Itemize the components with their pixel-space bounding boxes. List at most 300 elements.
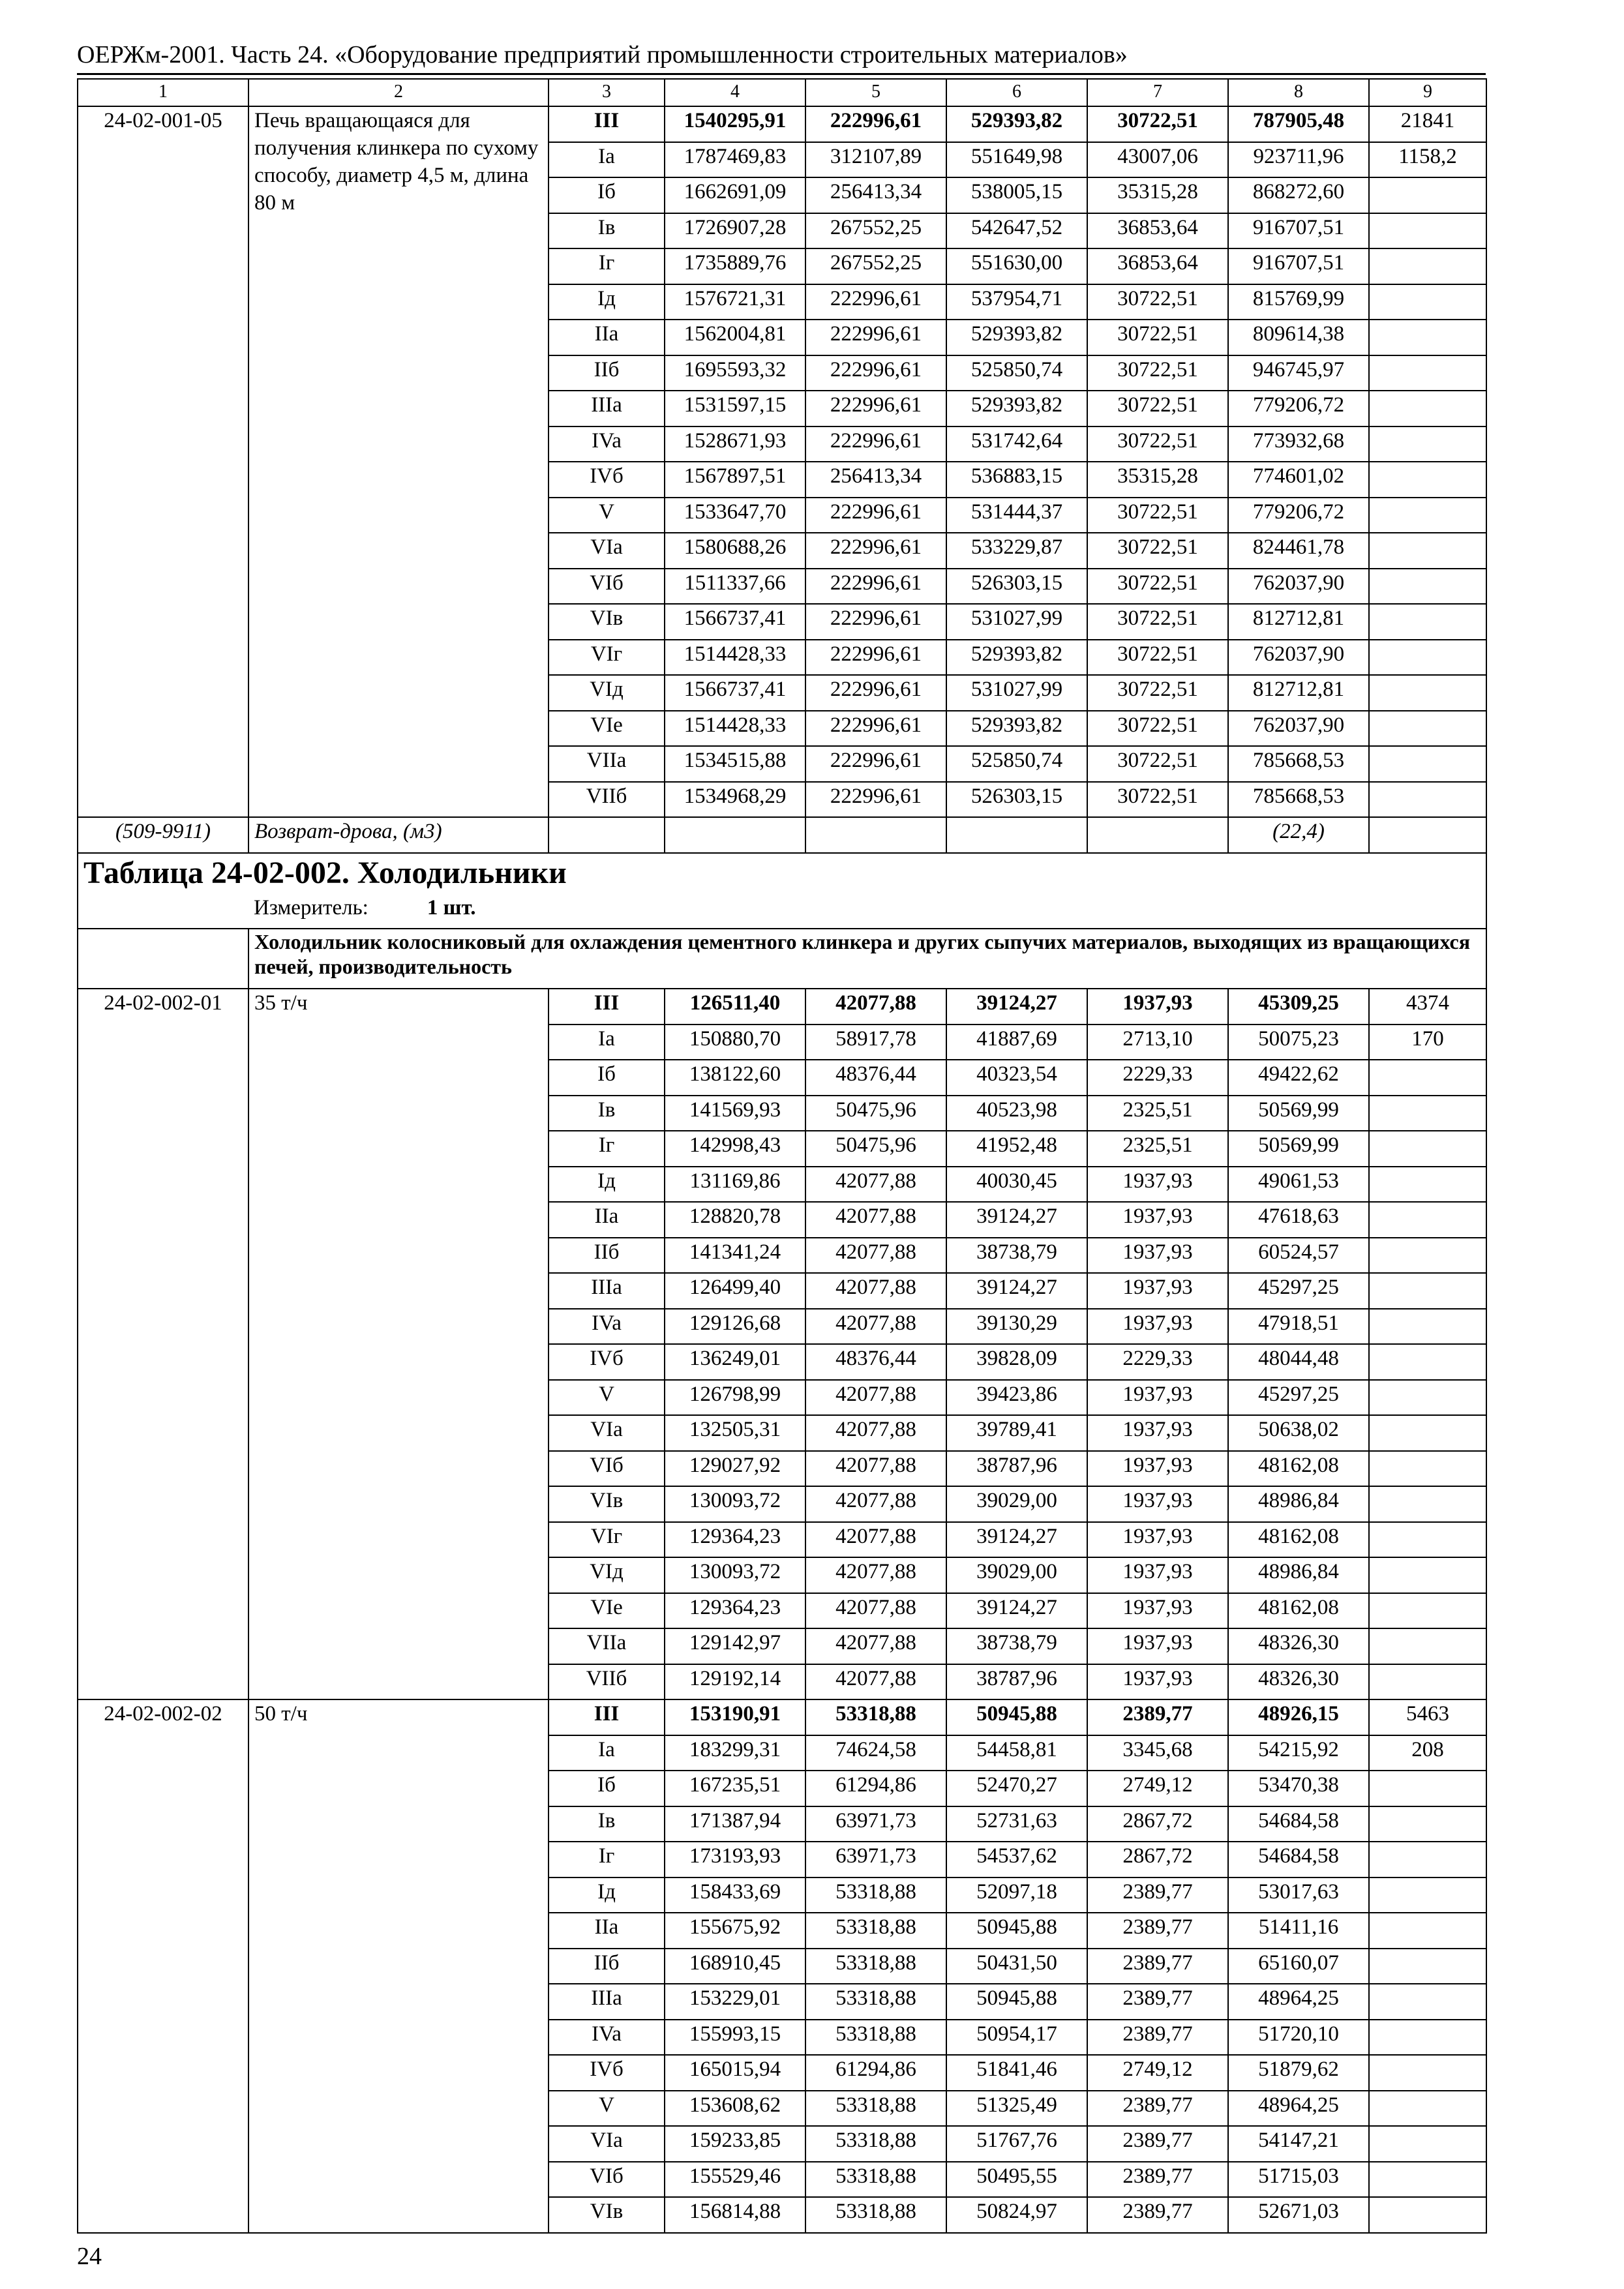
col9-value	[1369, 1949, 1486, 1984]
price-cell: 2389,77	[1087, 2126, 1228, 2162]
price-cell: 1937,93	[1087, 1273, 1228, 1309]
price-cell: 50475,96	[805, 1096, 946, 1131]
price-cell: 48986,84	[1228, 1486, 1369, 1522]
price-cell: 533229,87	[946, 533, 1087, 569]
price-cell: 30722,51	[1087, 355, 1228, 391]
price-cell: 42077,88	[805, 1593, 946, 1629]
price-cell: 39789,41	[946, 1415, 1087, 1451]
zone-code: V	[549, 1380, 665, 1416]
price-cell: 30722,51	[1087, 569, 1228, 605]
price-cell: 53318,88	[805, 1984, 946, 2020]
price-cell: 30722,51	[1087, 675, 1228, 711]
price-cell: 1937,93	[1087, 1238, 1228, 1274]
col9-value	[1369, 1984, 1486, 2020]
col9-value	[1369, 213, 1486, 249]
price-cell: 1937,93	[1087, 1664, 1228, 1700]
price-cell: 222996,61	[805, 106, 946, 142]
zone-code: Iб	[549, 177, 665, 213]
price-cell: 779206,72	[1228, 391, 1369, 426]
price-cell: 36853,64	[1087, 248, 1228, 284]
price-cell: 51325,49	[946, 2091, 1087, 2127]
price-cell: 41887,69	[946, 1025, 1087, 1060]
price-cell: 773932,68	[1228, 426, 1369, 462]
price-cell: 126499,40	[665, 1273, 805, 1309]
price-cell: 42077,88	[805, 1167, 946, 1203]
price-cell: 132505,31	[665, 1415, 805, 1451]
price-cell: 531742,64	[946, 426, 1087, 462]
zone-code: Iг	[549, 1842, 665, 1878]
price-cell: 173193,93	[665, 1842, 805, 1878]
price-cell: 1937,93	[1087, 989, 1228, 1025]
price-cell: 2749,12	[1087, 2055, 1228, 2091]
return-label: Возврат-дрова, (м3)	[248, 817, 549, 853]
price-row	[78, 1699, 1486, 1735]
zone-code: IIIa	[549, 391, 665, 426]
col9-value	[1369, 1806, 1486, 1842]
rates-table	[77, 78, 1487, 2234]
price-cell: 61294,86	[805, 2055, 946, 2091]
price-cell: 42077,88	[805, 1380, 946, 1416]
price-cell: 529393,82	[946, 640, 1087, 676]
col9-value	[1369, 355, 1486, 391]
price-cell: 42077,88	[805, 1238, 946, 1274]
price-cell: 153190,91	[665, 1699, 805, 1735]
price-cell: 222996,61	[805, 320, 946, 355]
price-cell: 2749,12	[1087, 1771, 1228, 1806]
price-cell: 38738,79	[946, 1628, 1087, 1664]
price-cell: 222996,61	[805, 746, 946, 782]
price-cell: 222996,61	[805, 284, 946, 320]
price-cell: 50945,88	[946, 1913, 1087, 1949]
rate-code: 24-02-002-02	[78, 1699, 248, 2233]
rate-code: 24-02-002-01	[78, 989, 248, 1699]
price-cell: 762037,90	[1228, 569, 1369, 605]
price-cell: 54684,58	[1228, 1842, 1369, 1878]
price-cell: 779206,72	[1228, 498, 1369, 533]
price-cell: 2325,51	[1087, 1096, 1228, 1131]
price-cell: 551630,00	[946, 248, 1087, 284]
col9-value	[1369, 1522, 1486, 1558]
zone-code: Iд	[549, 1167, 665, 1203]
price-cell: 129142,97	[665, 1628, 805, 1664]
zone-code: IIб	[549, 355, 665, 391]
zone-code: VIг	[549, 640, 665, 676]
price-cell: 1937,93	[1087, 1522, 1228, 1558]
price-cell: 1937,93	[1087, 1380, 1228, 1416]
price-cell: 58917,78	[805, 1025, 946, 1060]
price-cell: 45297,25	[1228, 1273, 1369, 1309]
price-cell: 171387,94	[665, 1806, 805, 1842]
column-number: 5	[805, 79, 946, 106]
price-cell: 42077,88	[805, 1486, 946, 1522]
price-cell: 42077,88	[805, 1415, 946, 1451]
group-row	[78, 929, 1486, 989]
price-cell: 36853,64	[1087, 213, 1228, 249]
price-cell: 129126,68	[665, 1309, 805, 1345]
price-cell: 48376,44	[805, 1344, 946, 1380]
price-cell: 815769,99	[1228, 284, 1369, 320]
price-cell: 30722,51	[1087, 106, 1228, 142]
price-cell: 48162,08	[1228, 1593, 1369, 1629]
col9-value	[1369, 426, 1486, 462]
price-cell: 525850,74	[946, 355, 1087, 391]
col9-value	[1369, 604, 1486, 640]
meter-value: 1 шт.	[427, 895, 476, 920]
zone-code: III	[549, 106, 665, 142]
zone-code: IVa	[549, 1309, 665, 1345]
zone-code: Iд	[549, 1878, 665, 1913]
price-cell: 51411,16	[1228, 1913, 1369, 1949]
col9-value	[1369, 1238, 1486, 1274]
price-cell: 153608,62	[665, 2091, 805, 2127]
price-cell: 54215,92	[1228, 1735, 1369, 1771]
price-cell: 809614,38	[1228, 320, 1369, 355]
price-cell: 53318,88	[805, 2126, 946, 2162]
col9-value: 4374	[1369, 989, 1486, 1025]
price-cell: 531027,99	[946, 604, 1087, 640]
price-cell: 40030,45	[946, 1167, 1087, 1203]
price-cell: 2867,72	[1087, 1842, 1228, 1878]
price-cell: 38787,96	[946, 1664, 1087, 1700]
price-cell: 50431,50	[946, 1949, 1087, 1984]
col9-value	[1369, 1842, 1486, 1878]
price-cell: 167235,51	[665, 1771, 805, 1806]
price-cell: 222996,61	[805, 426, 946, 462]
price-cell: 222996,61	[805, 640, 946, 676]
price-cell: 48044,48	[1228, 1344, 1369, 1380]
price-cell: 30722,51	[1087, 640, 1228, 676]
price-cell: 1534968,29	[665, 782, 805, 818]
price-cell: 2229,33	[1087, 1060, 1228, 1096]
price-cell: 38787,96	[946, 1451, 1087, 1487]
price-cell: 222996,61	[805, 675, 946, 711]
price-cell: 45309,25	[1228, 989, 1369, 1025]
price-cell: 42077,88	[805, 1557, 946, 1593]
column-numbers-row	[78, 79, 1486, 106]
price-cell: 52671,03	[1228, 2197, 1369, 2233]
zone-code: Ia	[549, 1735, 665, 1771]
price-cell: 50495,55	[946, 2162, 1087, 2198]
price-cell: 1576721,31	[665, 284, 805, 320]
price-cell: 42077,88	[805, 1273, 946, 1309]
price-cell: 1937,93	[1087, 1167, 1228, 1203]
price-cell: 52731,63	[946, 1806, 1087, 1842]
zone-code: Iв	[549, 1096, 665, 1131]
price-cell: 222996,61	[805, 391, 946, 426]
price-cell: 222996,61	[805, 604, 946, 640]
price-cell: 61294,86	[805, 1771, 946, 1806]
price-cell: 529393,82	[946, 391, 1087, 426]
price-cell: 50638,02	[1228, 1415, 1369, 1451]
price-cell: 30722,51	[1087, 533, 1228, 569]
price-cell: 1566737,41	[665, 675, 805, 711]
price-row	[78, 106, 1486, 142]
zone-code: IVa	[549, 2020, 665, 2056]
price-cell: 531027,99	[946, 675, 1087, 711]
price-cell: 150880,70	[665, 1025, 805, 1060]
col9-value	[1369, 248, 1486, 284]
column-number: 2	[248, 79, 549, 106]
price-cell: 2389,77	[1087, 2091, 1228, 2127]
zone-code: Iг	[549, 248, 665, 284]
price-cell: 1787469,83	[665, 142, 805, 178]
return-code: (509-9911)	[78, 817, 248, 853]
price-cell: 126511,40	[665, 989, 805, 1025]
price-cell: 1562004,81	[665, 320, 805, 355]
price-cell: 41952,48	[946, 1131, 1087, 1167]
price-cell: 53318,88	[805, 2091, 946, 2127]
price-cell: 551649,98	[946, 142, 1087, 178]
price-cell: 1514428,33	[665, 711, 805, 747]
col9-value	[1369, 1344, 1486, 1380]
price-cell: 54147,21	[1228, 2126, 1369, 2162]
col9-value	[1369, 640, 1486, 676]
price-cell: 785668,53	[1228, 782, 1369, 818]
price-cell: 63971,73	[805, 1806, 946, 1842]
zone-code: VIa	[549, 2126, 665, 2162]
price-cell: 53318,88	[805, 1699, 946, 1735]
price-cell: 48926,15	[1228, 1699, 1369, 1735]
price-cell: 537954,71	[946, 284, 1087, 320]
price-cell: 529393,82	[946, 320, 1087, 355]
empty-cell	[1369, 817, 1486, 853]
price-cell: 222996,61	[805, 569, 946, 605]
price-cell: 1528671,93	[665, 426, 805, 462]
price-cell: 74624,58	[805, 1735, 946, 1771]
price-cell: 48326,30	[1228, 1628, 1369, 1664]
price-cell: 50954,17	[946, 2020, 1087, 2056]
price-cell: 531444,37	[946, 498, 1087, 533]
price-cell: 2389,77	[1087, 1699, 1228, 1735]
price-cell: 159233,85	[665, 2126, 805, 2162]
price-cell: 45297,25	[1228, 1380, 1369, 1416]
price-cell: 155993,15	[665, 2020, 805, 2056]
zone-code: Ia	[549, 1025, 665, 1060]
price-cell: 946745,97	[1228, 355, 1369, 391]
price-cell: 1566737,41	[665, 604, 805, 640]
price-cell: 51767,76	[946, 2126, 1087, 2162]
price-cell: 131169,86	[665, 1167, 805, 1203]
zone-code: IIa	[549, 320, 665, 355]
price-cell: 50824,97	[946, 2197, 1087, 2233]
col9-value	[1369, 2126, 1486, 2162]
price-cell: 1534515,88	[665, 746, 805, 782]
column-number: 8	[1228, 79, 1369, 106]
zone-code: Iв	[549, 213, 665, 249]
price-cell: 153229,01	[665, 1984, 805, 2020]
price-cell: 50569,99	[1228, 1096, 1369, 1131]
price-cell: 762037,90	[1228, 711, 1369, 747]
price-cell: 916707,51	[1228, 248, 1369, 284]
zone-code: VIв	[549, 2197, 665, 2233]
price-cell: 526303,15	[946, 782, 1087, 818]
zone-code: VIв	[549, 604, 665, 640]
price-cell: 812712,81	[1228, 675, 1369, 711]
price-cell: 42077,88	[805, 989, 946, 1025]
price-cell: 51720,10	[1228, 2020, 1369, 2056]
zone-code: Ia	[549, 142, 665, 178]
price-cell: 2389,77	[1087, 1984, 1228, 2020]
price-cell: 529393,82	[946, 106, 1087, 142]
price-cell: 52470,27	[946, 1771, 1087, 1806]
rate-code: 24-02-001-05	[78, 106, 248, 817]
price-cell: 2229,33	[1087, 1344, 1228, 1380]
price-cell: 529393,82	[946, 711, 1087, 747]
price-cell: 1937,93	[1087, 1309, 1228, 1345]
empty-cell	[805, 817, 946, 853]
price-cell: 42077,88	[805, 1664, 946, 1700]
price-cell: 1531597,15	[665, 391, 805, 426]
col9-value	[1369, 1096, 1486, 1131]
col9-value	[1369, 284, 1486, 320]
zone-code: V	[549, 2091, 665, 2127]
col9-value	[1369, 1557, 1486, 1593]
price-cell: 60524,57	[1228, 1238, 1369, 1274]
zone-code: VIa	[549, 1415, 665, 1451]
zone-code: III	[549, 989, 665, 1025]
zone-code: VIг	[549, 1522, 665, 1558]
col9-value	[1369, 1380, 1486, 1416]
price-cell: 40523,98	[946, 1096, 1087, 1131]
col9-value	[1369, 1878, 1486, 1913]
col9-value	[1369, 1664, 1486, 1700]
price-cell: 39029,00	[946, 1486, 1087, 1522]
group-description: Холодильник колосниковый для охлаждения цементного клинкера и других сыпучих материалов, выходящих из вращающихся печей, производительность	[248, 929, 1486, 989]
col9-value	[1369, 675, 1486, 711]
price-cell: 54458,81	[946, 1735, 1087, 1771]
price-cell: 168910,45	[665, 1949, 805, 1984]
table-title: Таблица 24-02-002. Холодильники	[78, 853, 1486, 894]
price-cell: 156814,88	[665, 2197, 805, 2233]
price-cell: 53318,88	[805, 1949, 946, 1984]
zone-code: V	[549, 498, 665, 533]
price-cell: 50569,99	[1228, 1131, 1369, 1167]
price-cell: 30722,51	[1087, 498, 1228, 533]
zone-code: IIa	[549, 1913, 665, 1949]
rate-description: Печь вращающаяся для получения клинкера по сухому способу, диаметр 4,5 м, длина 80 м	[248, 106, 549, 817]
zone-code: III	[549, 1699, 665, 1735]
price-cell: 155529,46	[665, 2162, 805, 2198]
price-cell: 1937,93	[1087, 1415, 1228, 1451]
price-cell: 52097,18	[946, 1878, 1087, 1913]
zone-code: IIa	[549, 1202, 665, 1238]
page-number: 24	[77, 2243, 102, 2270]
price-cell: 2713,10	[1087, 1025, 1228, 1060]
price-cell: 39124,27	[946, 1273, 1087, 1309]
price-cell: 53017,63	[1228, 1878, 1369, 1913]
price-cell: 1662691,09	[665, 177, 805, 213]
col9-value	[1369, 462, 1486, 498]
zone-code: Iд	[549, 284, 665, 320]
price-cell: 39124,27	[946, 1522, 1087, 1558]
price-cell: 812712,81	[1228, 604, 1369, 640]
col9-value	[1369, 1771, 1486, 1806]
price-cell: 536883,15	[946, 462, 1087, 498]
price-cell: 65160,07	[1228, 1949, 1369, 1984]
meter-label: Измеритель:	[254, 895, 368, 920]
col9-value	[1369, 2197, 1486, 2233]
price-cell: 53318,88	[805, 1913, 946, 1949]
price-cell: 2867,72	[1087, 1806, 1228, 1842]
zone-code: IVб	[549, 2055, 665, 2091]
zone-code: IIIa	[549, 1984, 665, 2020]
price-cell: 130093,72	[665, 1486, 805, 1522]
col9-value	[1369, 569, 1486, 605]
empty-cell	[78, 929, 248, 989]
price-cell: 129027,92	[665, 1451, 805, 1487]
price-cell: 42077,88	[805, 1628, 946, 1664]
price-cell: 155675,92	[665, 1913, 805, 1949]
price-cell: 129364,23	[665, 1522, 805, 1558]
zone-code: IVб	[549, 1344, 665, 1380]
price-cell: 542647,52	[946, 213, 1087, 249]
zone-code: VIв	[549, 1486, 665, 1522]
price-cell: 3345,68	[1087, 1735, 1228, 1771]
price-cell: 2389,77	[1087, 1913, 1228, 1949]
zone-code: VIe	[549, 1593, 665, 1629]
price-cell: 53318,88	[805, 2162, 946, 2198]
price-cell: 538005,15	[946, 177, 1087, 213]
col9-value	[1369, 1415, 1486, 1451]
price-cell: 42077,88	[805, 1522, 946, 1558]
price-cell: 50945,88	[946, 1699, 1087, 1735]
price-cell: 39124,27	[946, 989, 1087, 1025]
price-cell: 51715,03	[1228, 2162, 1369, 2198]
col9-value: 5463	[1369, 1699, 1486, 1735]
price-cell: 141341,24	[665, 1238, 805, 1274]
col9-value	[1369, 320, 1486, 355]
price-cell: 50475,96	[805, 1131, 946, 1167]
price-cell: 312107,89	[805, 142, 946, 178]
price-cell: 35315,28	[1087, 177, 1228, 213]
price-cell: 48162,08	[1228, 1451, 1369, 1487]
price-cell: 126798,99	[665, 1380, 805, 1416]
price-cell: 923711,96	[1228, 142, 1369, 178]
price-cell: 49061,53	[1228, 1167, 1369, 1203]
price-cell: 63971,73	[805, 1842, 946, 1878]
price-cell: 1937,93	[1087, 1451, 1228, 1487]
col9-value	[1369, 177, 1486, 213]
price-cell: 39828,09	[946, 1344, 1087, 1380]
column-number: 1	[78, 79, 248, 106]
price-cell: 47618,63	[1228, 1202, 1369, 1238]
price-cell: 2389,77	[1087, 2162, 1228, 2198]
col9-value	[1369, 1167, 1486, 1203]
price-cell: 158433,69	[665, 1878, 805, 1913]
column-number: 6	[946, 79, 1087, 106]
col9-value	[1369, 1131, 1486, 1167]
price-cell: 30722,51	[1087, 782, 1228, 818]
price-cell: 30722,51	[1087, 391, 1228, 426]
col9-value	[1369, 1202, 1486, 1238]
zone-code: IVa	[549, 426, 665, 462]
price-cell: 53318,88	[805, 2020, 946, 2056]
col9-value	[1369, 746, 1486, 782]
zone-code: VIIб	[549, 1664, 665, 1700]
price-cell: 35315,28	[1087, 462, 1228, 498]
col9-value: 1158,2	[1369, 142, 1486, 178]
column-number: 7	[1087, 79, 1228, 106]
col9-value	[1369, 498, 1486, 533]
price-cell: 39124,27	[946, 1593, 1087, 1629]
rate-description: 35 т/ч	[248, 989, 549, 1699]
table-title-row	[78, 853, 1486, 894]
price-cell: 1937,93	[1087, 1593, 1228, 1629]
price-cell: 50945,88	[946, 1984, 1087, 2020]
price-cell: 130093,72	[665, 1557, 805, 1593]
price-row	[78, 989, 1486, 1025]
price-cell: 165015,94	[665, 2055, 805, 2091]
